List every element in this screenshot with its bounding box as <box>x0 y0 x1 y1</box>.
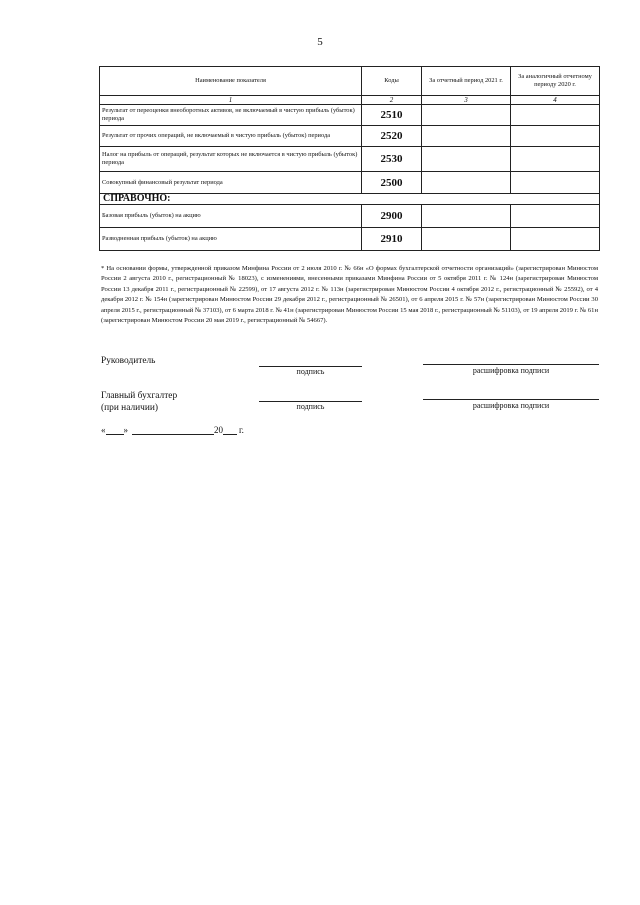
chief-decryption-caption: расшифровка подписи <box>472 401 550 410</box>
row-code: 2510 <box>362 105 422 126</box>
row-code: 2530 <box>362 147 422 172</box>
footnote: * На основании формы, утвержденной приказом Минфина России от 2 июля 2010 г. № 66н «О формах бухгалтерской отчетности организаций» (зарегистрирован Минюстом России 2 августа 2010 г., регистрационный № 18023), с изменениями, внесенными приказами Минфина России от 5 октября 2011 г. № 124н (зарегистрирован Минюстом России 13 декабря 2011 г., регистрационный № 22599), от 17 августа 2012 г. № 113н (зарегистрирован Минюстом России 4 октября 2012 г., регистрационный № 25592), от 4 декабря 2012 г. № 154н (зарегистрирован Минюстом России 29 декабря 2012 г., регистрационный № 26501), от 6 апреля 2015 г. № 57н (зарегистрирован Минюстом России 30 апреля 2015 г., регистрационный № 37103), от 6 марта 2018 г. № 41н (зарегистрирован Минюстом России 15 мая 2018 г., регистрационный № 51103), от 19 апреля 2019 г. № 61н (зарегистрирован Минюстом России 20 мая 2019 г., регистрационный № 54667). <box>101 265 598 325</box>
table-row <box>100 205 600 228</box>
row-current-value <box>422 228 511 251</box>
row-code: 2910 <box>362 228 422 251</box>
row-previous-value <box>511 105 600 126</box>
head-decryption-line <box>423 364 599 365</box>
date-close-quote: » <box>123 425 128 435</box>
row-code: 2500 <box>362 172 422 194</box>
row-current-value <box>422 205 511 228</box>
row-name: Результат от прочих операций, не включаемый в чистую прибыль (убыток) периода <box>100 126 362 147</box>
chief-signature-caption: подпись <box>296 402 325 411</box>
head-signature-caption: подпись <box>296 367 325 376</box>
row-name: Разводненная прибыль (убыток) на акцию <box>100 228 362 251</box>
chief-accountant-note: (при наличии) <box>101 403 159 413</box>
row-current-value <box>422 126 511 147</box>
reference-section-title: СПРАВОЧНО: <box>100 194 600 205</box>
date-year-prefix: 20 <box>214 425 223 435</box>
row-name: Налог на прибыль от операций, результат которых не включается в чистую прибыль (убыток) периода <box>100 147 362 172</box>
table-row <box>100 105 600 126</box>
row-previous-value <box>511 172 600 194</box>
date-month-blank <box>132 425 214 435</box>
table-row <box>100 147 600 172</box>
header-indicator-name: Наименование показателя <box>100 67 362 96</box>
column-number-1: 1 <box>100 96 362 105</box>
table-row <box>100 172 600 194</box>
row-previous-value <box>511 228 600 251</box>
column-number-2: 2 <box>362 96 422 105</box>
row-name: Результат от переоценки внеоборотных активов, не включаемый в чистую прибыль (убыток) периода <box>100 105 362 126</box>
row-current-value <box>422 147 511 172</box>
reference-section-row <box>100 194 600 205</box>
head-decryption-caption: расшифровка подписи <box>472 366 550 375</box>
date-year-blank <box>223 425 237 435</box>
row-code: 2900 <box>362 205 422 228</box>
table-row <box>100 126 600 147</box>
financial-results-table <box>99 66 600 251</box>
row-name: Совокупный финансовый результат периода <box>100 172 362 194</box>
date-day-blank <box>106 425 124 435</box>
column-number-3: 3 <box>422 96 511 105</box>
chief-decryption-line <box>423 399 599 400</box>
column-number-row <box>100 96 600 105</box>
row-current-value <box>422 172 511 194</box>
row-previous-value <box>511 126 600 147</box>
date-year-suffix: г. <box>239 425 244 435</box>
row-previous-value <box>511 205 600 228</box>
head-label: Руководитель <box>101 356 156 366</box>
row-name: Базовая прибыль (убыток) на акцию <box>100 205 362 228</box>
row-previous-value <box>511 147 600 172</box>
header-codes: Коды <box>362 67 422 96</box>
column-number-4: 4 <box>511 96 600 105</box>
row-code: 2520 <box>362 126 422 147</box>
chief-accountant-label: Главный бухгалтер <box>101 391 178 401</box>
header-previous-period: За аналогичный отчетному периоду 2020 г. <box>511 67 600 96</box>
table-row <box>100 228 600 251</box>
page-number: 5 <box>317 36 323 48</box>
table-header-row <box>100 67 600 96</box>
date-line <box>101 425 244 435</box>
header-current-period: За отчетный период 2021 г. <box>422 67 511 96</box>
row-current-value <box>422 105 511 126</box>
date-open-quote: « <box>101 425 106 435</box>
